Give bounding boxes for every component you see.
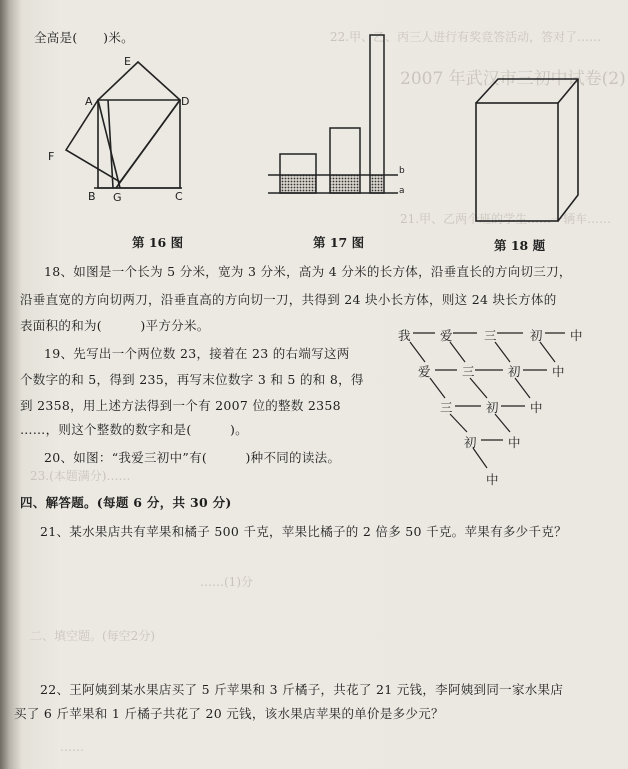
figure-17-caption: 第 17 图	[313, 235, 365, 250]
ghost-text: 22.甲、乙、丙三人进行有奖竞答活动，答对了……	[330, 30, 602, 44]
figure-16-caption: 第 16 图	[132, 235, 184, 250]
label-b: b	[399, 166, 405, 176]
ghost-text: 23.(本题满分)……	[30, 469, 131, 483]
grid-char: 中	[486, 472, 499, 487]
grid-char: 初	[486, 400, 499, 415]
q22-line1: 22、王阿姨到某水果店买了 5 斤苹果和 3 斤橘子，共花了 21 元钱，李阿姨到同一家水果店	[40, 682, 564, 697]
grid-char: 中	[570, 328, 583, 343]
section-4-title: 四、解答题。(每题 6 分，共 30 分)	[20, 495, 232, 510]
q19-line4: ……，则这个整数的数字和是( )。	[20, 422, 248, 437]
grid-char: 爱	[418, 364, 431, 379]
q21-line1: 21、某水果店共有苹果和橘子 500 千克，苹果比橘子的 2 倍多 50 千克。苹果有多少千克？	[40, 524, 567, 539]
grid-char: 我	[398, 328, 411, 343]
ghost-text: 二、填空题。(每空2分)	[30, 629, 155, 643]
figure-16	[58, 58, 208, 208]
label-A: A	[85, 95, 93, 108]
grid-char: 三	[462, 364, 475, 379]
q19-line1: 19、先写出一个两位数 23，接着在 23 的右端写这两	[44, 346, 350, 361]
grid-char: 初	[464, 435, 477, 450]
label-C: C	[175, 190, 183, 203]
label-D: D	[181, 95, 190, 108]
grid-char: 中	[552, 364, 565, 379]
label-F: F	[48, 150, 55, 163]
grid-char: 三	[484, 328, 497, 343]
label-E: E	[124, 55, 131, 68]
q20-line1: 20、如图：“我爱三初中”有( )种不同的读法。	[44, 450, 341, 465]
grid-char: 初	[508, 364, 521, 379]
label-G: G	[113, 191, 122, 204]
q18-line3: 表面积的和为( )平方分米。	[20, 318, 210, 333]
grid-char: 初	[530, 328, 543, 343]
figure-18	[468, 75, 588, 225]
label-B: B	[88, 190, 96, 203]
grid-char: 爱	[440, 328, 453, 343]
q18-line2: 沿垂直宽的方向切两刀，沿垂直高的方向切一刀，共得到 24 块小长方体，则这 24 块长方体的	[20, 292, 557, 307]
figure-17	[260, 30, 410, 200]
q18-line1: 18、如图是一个长为 5 分米，宽为 3 分米，高为 4 分米的长方体，沿垂直长的方向切三刀，	[44, 264, 572, 279]
grid-char: 三	[440, 400, 453, 415]
figure-18-caption: 第 18 题	[494, 238, 546, 253]
q19-line2: 个数字的和 5，得到 235，再写末位数字 3 和 5 的和 8，得	[20, 372, 364, 387]
grid-char: 中	[530, 400, 543, 415]
ghost-text: 2007 年武汉市三初中试卷(2)	[400, 69, 626, 89]
q22-line2: 买了 6 斤苹果和 1 斤橘子共花了 20 元钱，该水果店苹果的单价是多少元？	[14, 706, 444, 721]
q19-line3: 到 2358，用上述方法得到一个有 2007 位的整数 2358	[20, 398, 341, 413]
grid-char: 中	[508, 435, 521, 450]
label-a: a	[399, 186, 405, 196]
ghost-text: ……	[60, 740, 84, 754]
top-line: 全高是( )米。	[34, 30, 134, 45]
ghost-text: ……(1)分	[200, 575, 253, 589]
ghost-text: 21.甲、乙两个班的学生……一辆车……	[400, 212, 612, 226]
